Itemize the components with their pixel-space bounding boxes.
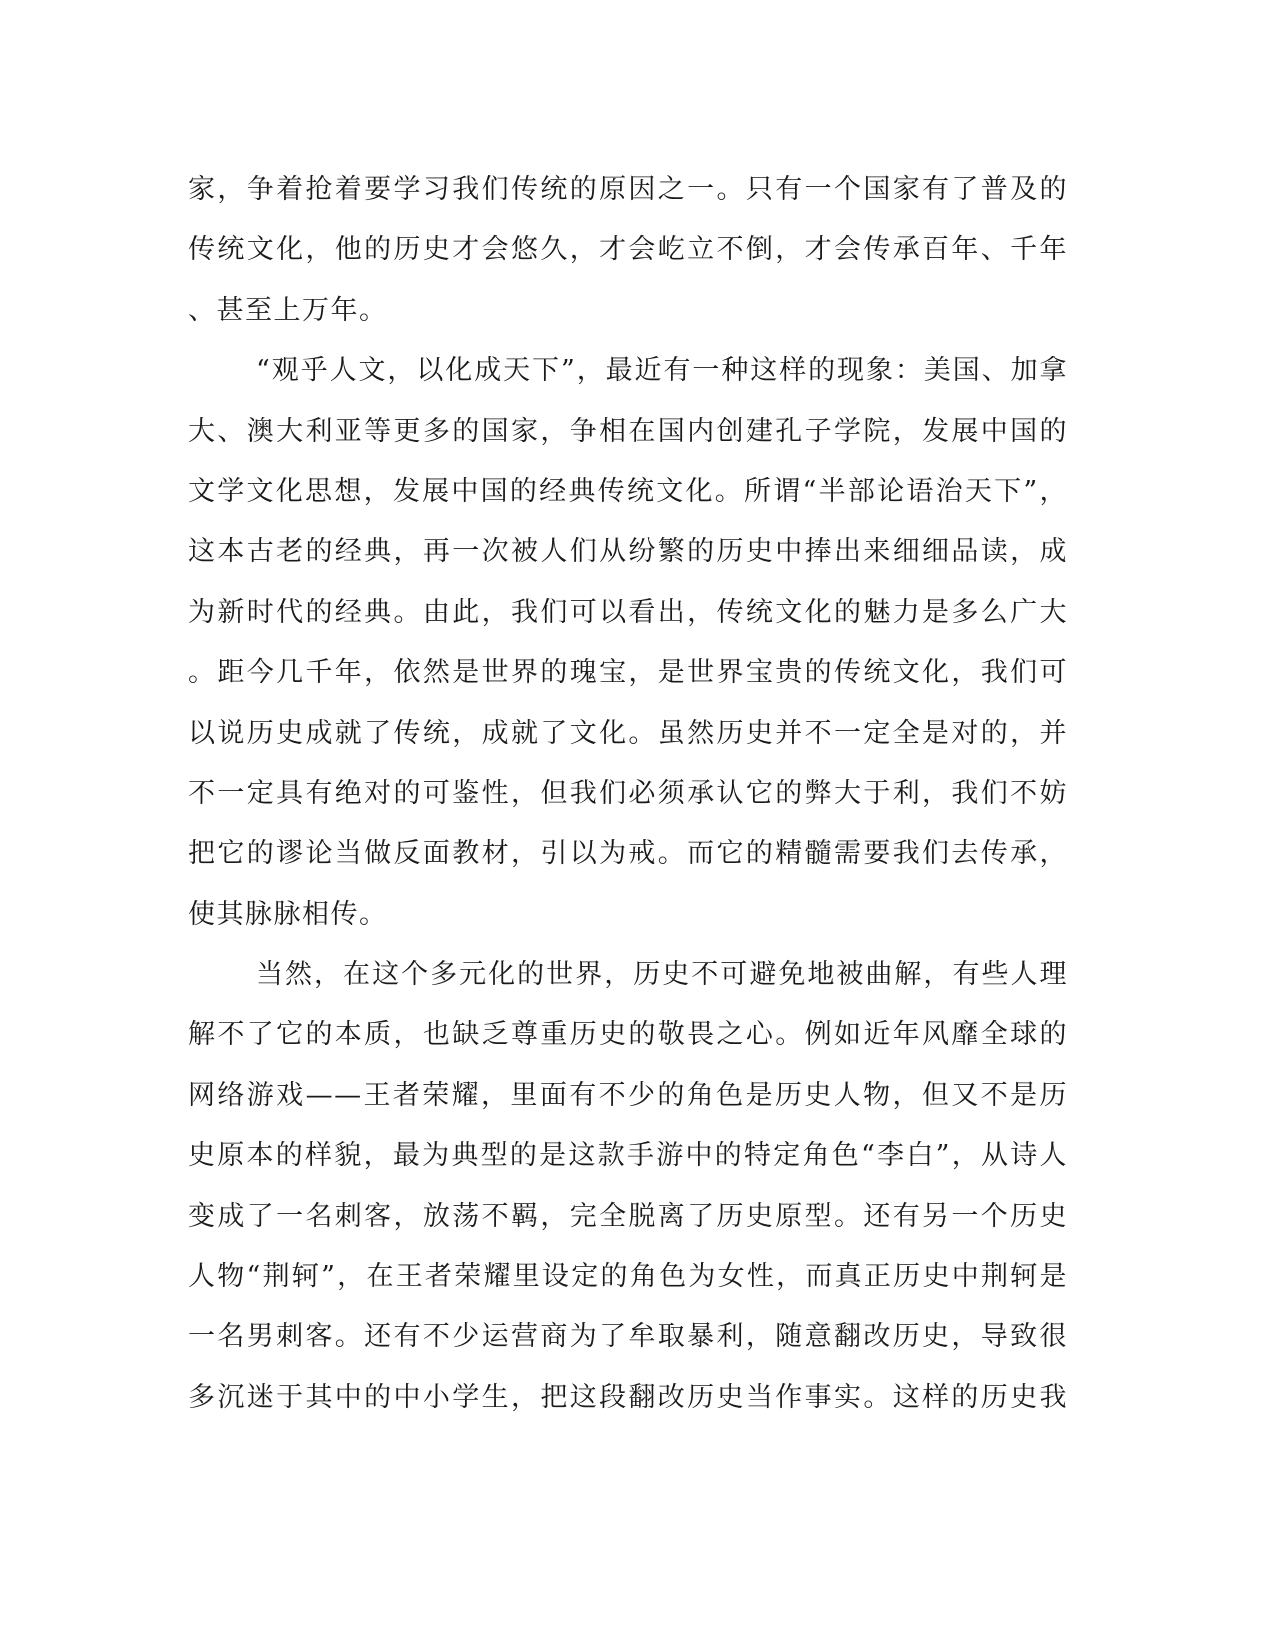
text-line: 为新时代的经典。由此，我们可以看出，传统文化的魅力是多么广大 <box>188 596 1068 628</box>
text-line: 人物“荆轲”，在王者荣耀里设定的角色为女性，而真正历史中荆轲是 <box>188 1261 1068 1293</box>
text-line: 。距今几千年，依然是世界的瑰宝，是世界宝贵的传统文化，我们可 <box>188 657 1068 689</box>
text-line: 变成了一名刺客，放荡不羁，完全脱离了历史原型。还有另一个历史 <box>188 1200 1068 1232</box>
text-line: 这本古老的经典，再一次被人们从纷繁的历史中捧出来细细品读，成 <box>188 536 1068 568</box>
text-line: 一名男刺客。还有不少运营商为了牟取暴利，随意翻改历史，导致很 <box>188 1321 1068 1353</box>
text-line: 、甚至上万年。 <box>188 294 388 326</box>
text-line: 大、澳大利亚等更多的国家，争相在国内创建孔子学院，发展中国的 <box>188 415 1068 447</box>
text-line: “观乎人文，以化成天下”，最近有一种这样的现象：美国、加拿 <box>256 355 1068 387</box>
text-line: 网络游戏——王者荣耀，里面有不少的角色是历史人物，但又不是历 <box>188 1079 1068 1111</box>
text-line: 当然，在这个多元化的世界，历史不可避免地被曲解，有些人理 <box>256 959 1068 991</box>
text-line: 家，争着抢着要学习我们传统的原因之一。只有一个国家有了普及的 <box>188 174 1068 205</box>
text-line: 把它的谬论当做反面教材，引以为戒。而它的精髓需要我们去传承， <box>188 838 1068 870</box>
text-line: 解不了它的本质，也缺乏尊重历史的敬畏之心。例如近年风靡全球的 <box>188 1019 1068 1051</box>
text-line: 使其脉脉相传。 <box>188 898 388 930</box>
text-line: 不一定具有绝对的可鉴性，但我们必须承认它的弊大于利，我们不妨 <box>188 777 1068 809</box>
text-line: 以说历史成就了传统，成就了文化。虽然历史并不一定全是对的，并 <box>188 717 1068 749</box>
text-line: 多沉迷于其中的中小学生，把这段翻改历史当作事实。这样的历史我 <box>188 1381 1068 1413</box>
text-line: 文学文化思想，发展中国的经典传统文化。所谓“半部论语治天下”， <box>188 475 1068 507</box>
text-line: 传统文化，他的历史才会悠久，才会屹立不倒，才会传承百年、千年 <box>188 234 1068 266</box>
body-text <box>188 160 1068 1428</box>
text-line: 史原本的样貌，最为典型的是这款手游中的特定角色“李白”，从诗人 <box>188 1140 1068 1172</box>
